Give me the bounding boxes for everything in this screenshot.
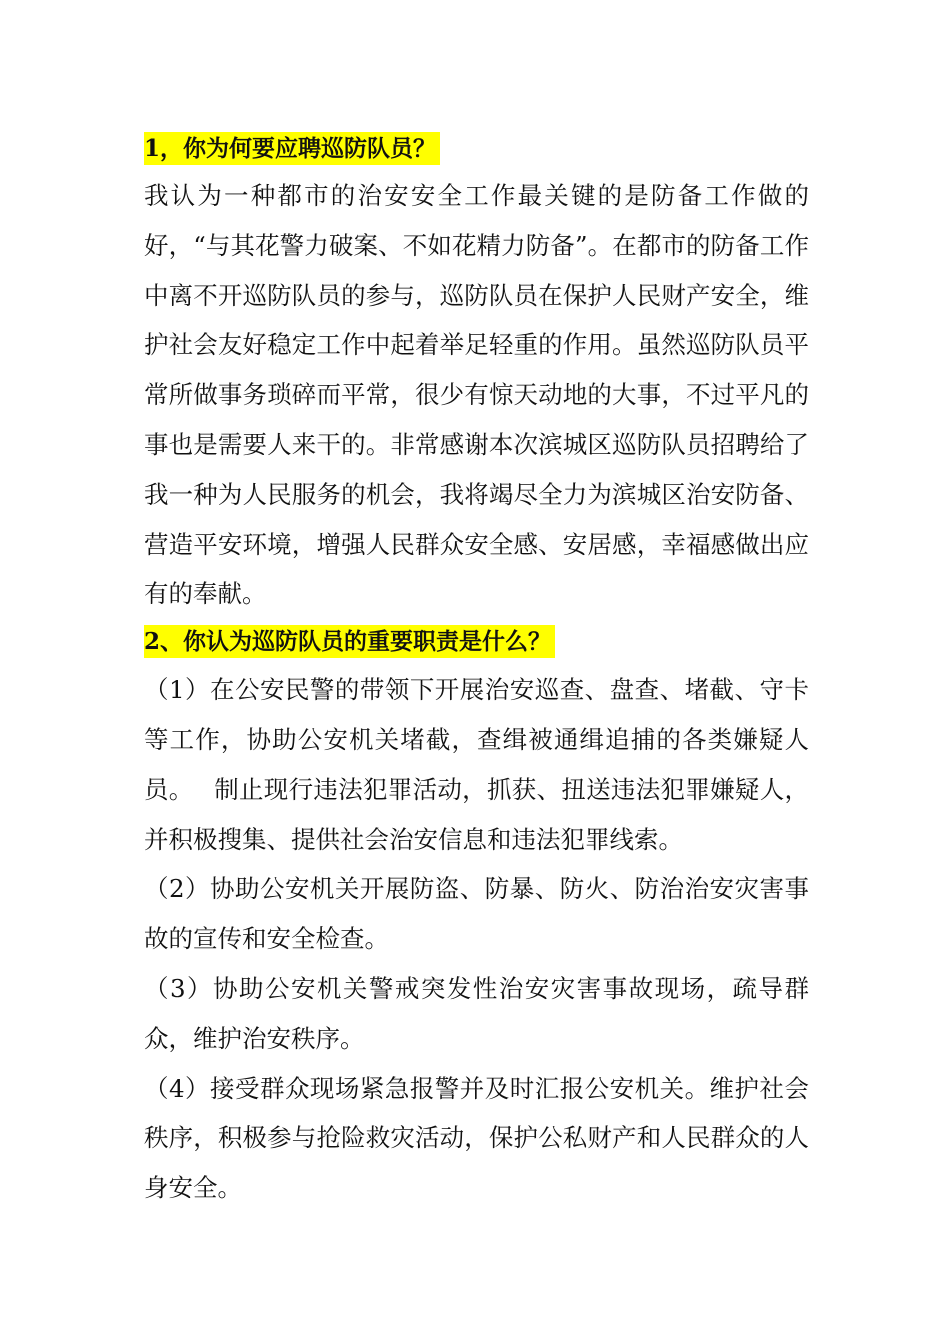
duty-item-1: （1）在公安民警的带领下开展治安巡查、盘查、堵截、守卡等工作，协助公安机关堵截，查缉被通缉追捕的各类嫌疑人员。 制止现行违法犯罪活动，抓获、扭送违法犯罪嫌疑人，并积极搜集、提供社会治安信息和违法犯罪线索。 [144,675,809,854]
question-2-heading-text: 2、你认为巡防队员的重要职责是什么？ [144,625,555,658]
duty-item-2: （2）协助公安机关开展防盗、防暴、防火、防治治安灾害事故的宣传和安全检查。 [144,874,809,954]
question-2-heading [144,619,809,665]
question-1-heading-text: 1，你为何要应聘巡防队员？ [144,132,440,165]
duty-item-4: （4）接受群众现场紧急报警并及时汇报公安机关。维护社会秩序，积极参与抢险救灾活动，保护公私财产和人民群众的人身安全。 [144,1073,809,1203]
question-1-answer: 我认为一种都市的治安安全工作最关键的是防备工作做的好，“与其花警力破案、不如花精力防备”。在都市的防备工作中离不开巡防队员的参与，巡防队员在保护人民财产安全，维护社会友好稳定工作中起着举足轻重的作用。虽然巡防队员平常所做事务琐碎而平常，很少有惊天动地的大事，不过平凡的事也是需要人来干的。非常感谢本次滨城区巡防队员招聘给了我一种为人民服务的机会，我将竭尽全力为滨城区治安防备、营造平安环境，增强人民群众安全感、安居感，幸福感做出应有的奉献。 [144,181,809,609]
document-body [144,127,809,1213]
duty-item-3: （3）协助公安机关警戒突发性治安灾害事故现场，疏导群众，维护治安秩序。 [144,973,809,1053]
question-1-heading [144,127,809,171]
